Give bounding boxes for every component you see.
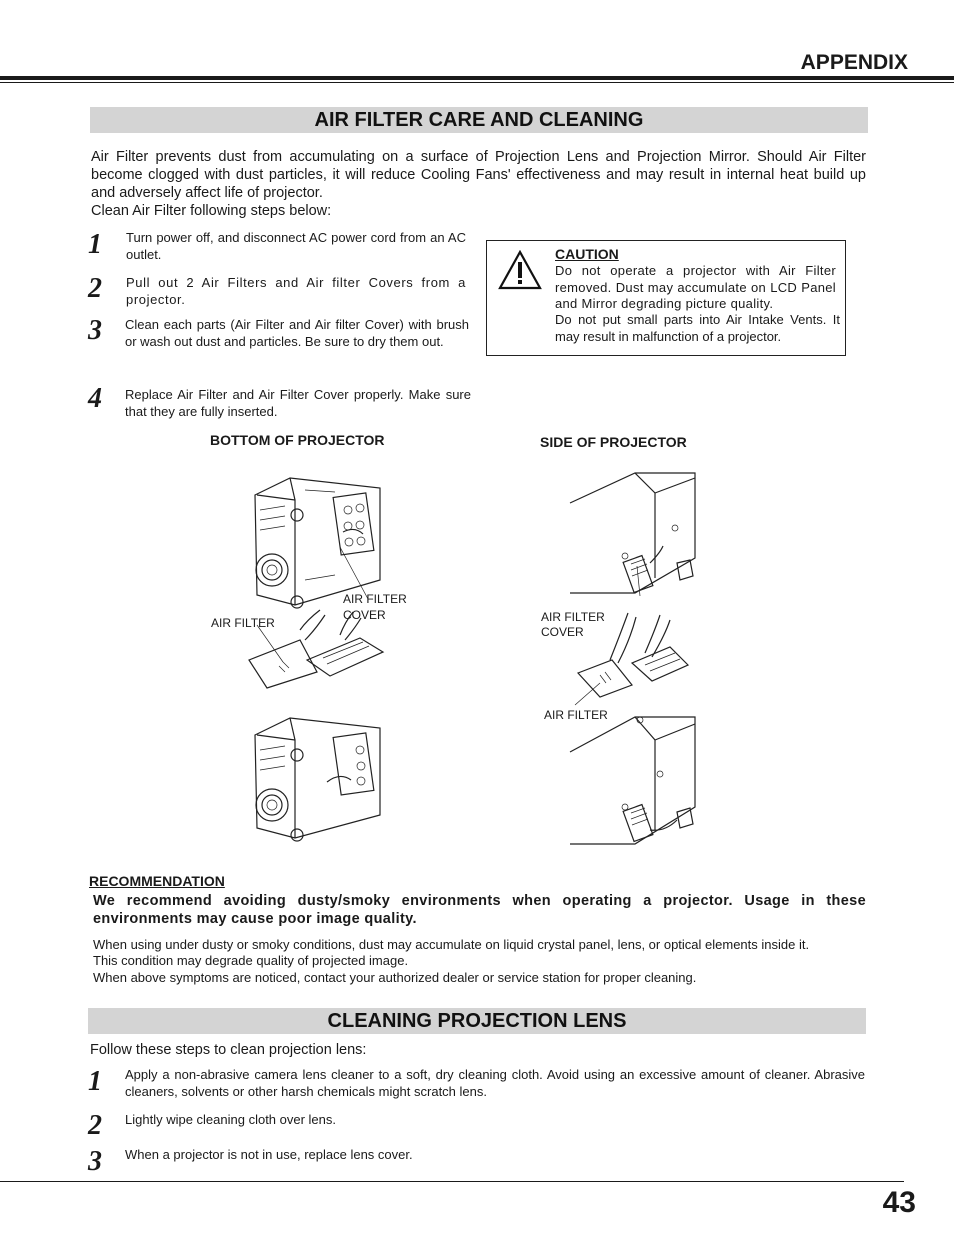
projector-side-illustration (565, 468, 700, 598)
header-rule (0, 76, 954, 80)
air-filter-label: AIR FILTER (211, 616, 275, 630)
section-header: APPENDIX (800, 51, 908, 74)
step-number: 2 (88, 1110, 102, 1141)
caution-title: CAUTION (555, 246, 619, 262)
footer-rule (0, 1181, 904, 1182)
side-filter-and-cover-illustration (570, 605, 700, 710)
step-number: 1 (88, 1066, 102, 1097)
projector-bottom-illustration-2 (245, 710, 390, 845)
recommendation-text-2: This condition may degrade quality of projected image. (93, 953, 409, 968)
projector-side-illustration-2 (565, 712, 700, 850)
caution-text-2: Do not put small parts into Air Intake Vents. It may result in malfunction of a projector. (555, 312, 840, 344)
step-text: Apply a non-abrasive camera lens cleaner to a soft, dry cleaning cloth. Avoid using an excessive amount of cleaner. Abrasive cleaners, solvents or other harsh chemicals might scratch lens. (125, 1067, 865, 1099)
step-number: 4 (88, 383, 102, 414)
lens-section-title: CLEANING PROJECTION LENS (88, 1008, 866, 1034)
step-number: 2 (88, 273, 102, 304)
header-rule-thin (0, 82, 954, 83)
step-text: Replace Air Filter and Air Filter Cover properly. Make sure that they are fully inserted. (125, 387, 471, 419)
page-number: 43 (882, 1186, 916, 1219)
air-filter-label: AIR FILTER (544, 708, 608, 722)
recommendation-text-3: When above symptoms are noticed, contact your authorized dealer or service station for proper cleaning. (93, 970, 697, 985)
filter-and-cover-illustration (245, 600, 390, 695)
air-filter-cover-label: AIR FILTER (541, 610, 605, 624)
recommendation-text-1: When using under dusty or smoky conditions, dust may accumulate on liquid crystal panel, lens, or optical elements inside it. (93, 937, 810, 952)
air-filter-cover-label: COVER (343, 608, 386, 622)
recommendation-title: RECOMMENDATION (89, 873, 225, 889)
step-text: When a projector is not in use, replace lens cover. (125, 1147, 413, 1162)
side-of-projector-caption: SIDE OF PROJECTOR (540, 434, 687, 450)
lens-intro: Follow these steps to clean projection lens: (90, 1042, 367, 1058)
recommendation-bold-text: We recommend avoiding dusty/smoky environments when operating a projector. Usage in these environments may cause poor image quality. (93, 893, 866, 927)
caution-box (486, 240, 846, 356)
step-text: Clean each parts (Air Filter and Air filter Cover) with brush or wash out dust and particles. Be sure to dry them out. (125, 317, 469, 349)
air-filter-intro-2: Clean Air Filter following steps below: (91, 203, 332, 219)
bottom-of-projector-caption: BOTTOM OF PROJECTOR (210, 432, 385, 448)
step-text: Pull out 2 Air Filters and Air filter Covers from a projector. (126, 275, 466, 307)
air-filter-intro: Air Filter prevents dust from accumulating on a surface of Projection Lens and Projection Mirror. Should Air Filter become clogged with dust particles, it will reduce Cooling Fans' effectiveness and may result in internal heat build up and adversely affect life of projector. (91, 149, 866, 201)
step-number: 3 (88, 315, 102, 346)
warning-icon (498, 250, 542, 290)
caution-text-1: Do not operate a projector with Air Filter removed. Dust may accumulate on LCD Panel and Mirror degrading picture quality. (555, 263, 836, 311)
step-number: 1 (88, 229, 102, 260)
air-filter-cover-label: AIR FILTER (343, 592, 407, 606)
step-text: Turn power off, and disconnect AC power cord from an AC outlet. (126, 230, 466, 262)
air-filter-section-title: AIR FILTER CARE AND CLEANING (90, 107, 868, 133)
step-text: Lightly wipe cleaning cloth over lens. (125, 1112, 337, 1127)
air-filter-cover-label: COVER (541, 625, 584, 639)
step-number: 3 (88, 1146, 102, 1177)
